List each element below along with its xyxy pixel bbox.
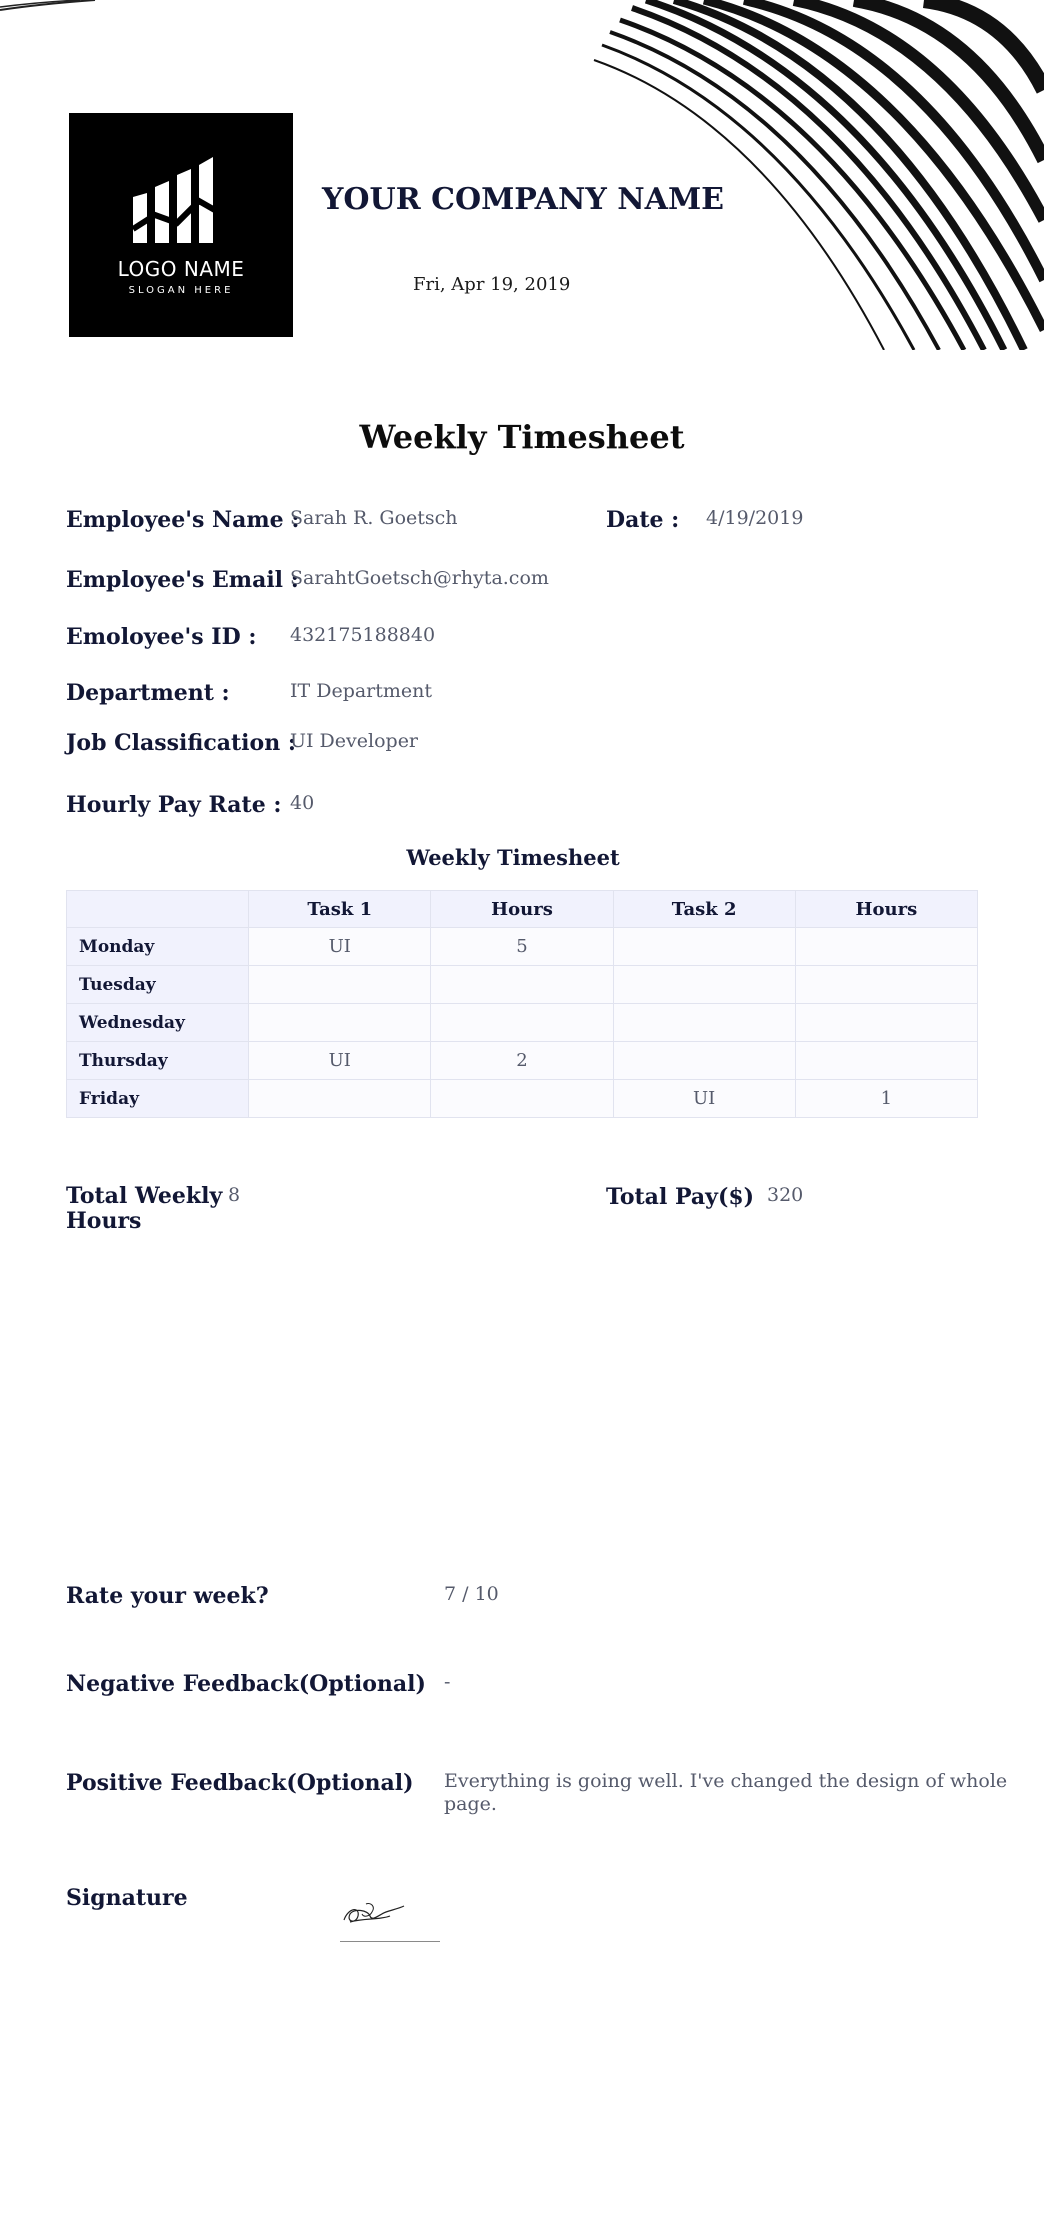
bar-chart-logo-icon (133, 157, 229, 243)
hours1-cell: 2 (431, 1042, 613, 1080)
table-header: Hours (431, 891, 613, 928)
total-weekly-hours-label-line1: Total Weekly (66, 1183, 223, 1209)
job-classification-value: UI Developer (290, 730, 419, 752)
employee-id-value: 432175188840 (290, 624, 436, 646)
day-cell: Wednesday (67, 1004, 249, 1042)
employee-name-label: Employee's Name : (66, 507, 300, 533)
hours2-cell (795, 966, 977, 1004)
signature-label: Signature (66, 1885, 188, 1911)
corner-decoration-left (0, 0, 110, 12)
hours1-cell (431, 966, 613, 1004)
negative-feedback-label: Negative Feedback(Optional) (66, 1671, 426, 1697)
task2-cell (613, 966, 795, 1004)
task2-cell (613, 1042, 795, 1080)
employee-email-value: SarahtGoetsch@rhyta.com (290, 567, 549, 589)
task1-cell (249, 966, 431, 1004)
task1-cell (249, 1080, 431, 1118)
table-row (67, 928, 978, 966)
hours2-cell (795, 928, 977, 966)
hours2-cell (795, 1042, 977, 1080)
hours2-cell (795, 1004, 977, 1042)
total-pay-value: 320 (767, 1184, 804, 1206)
hours1-cell (431, 1004, 613, 1042)
task2-cell: UI (613, 1080, 795, 1118)
header-date: Fri, Apr 19, 2019 (413, 274, 571, 295)
hourly-rate-label: Hourly Pay Rate : (66, 792, 282, 818)
total-weekly-hours-value: 8 (228, 1184, 241, 1206)
positive-feedback-line2: page. (444, 1793, 497, 1815)
signature-line (340, 1941, 440, 1942)
company-name: YOUR COMPANY NAME (322, 182, 725, 217)
employee-id-label: Emoloyee's ID : (66, 624, 257, 650)
corner-decoration-right (584, 0, 1044, 350)
total-pay-label: Total Pay($) (606, 1184, 755, 1210)
day-cell: Monday (67, 928, 249, 966)
table-header: Task 2 (613, 891, 795, 928)
hours1-cell (431, 1080, 613, 1118)
department-label: Department : (66, 680, 230, 706)
positive-feedback-line1: Everything is going well. I've changed the design of whole (444, 1770, 1008, 1792)
task2-cell (613, 1004, 795, 1042)
logo-name: LOGO NAME (117, 257, 245, 281)
table-header: Hours (795, 891, 977, 928)
job-classification-label: Job Classification : (66, 730, 296, 756)
rate-week-label: Rate your week? (66, 1583, 269, 1609)
department-value: IT Department (290, 680, 433, 702)
positive-feedback-label: Positive Feedback(Optional) (66, 1770, 414, 1796)
negative-feedback-value: - (444, 1671, 451, 1693)
task1-cell (249, 1004, 431, 1042)
table-row (67, 1004, 978, 1042)
day-cell: Friday (67, 1080, 249, 1118)
timesheet-table (66, 890, 978, 1118)
task1-cell: UI (249, 928, 431, 966)
page-title: Weekly Timesheet (359, 418, 685, 456)
total-weekly-hours-label-line2: Hours (66, 1208, 142, 1234)
timesheet-table-title: Weekly Timesheet (406, 845, 620, 870)
hours1-cell: 5 (431, 928, 613, 966)
company-logo (69, 113, 293, 337)
table-header-row (67, 891, 978, 928)
hourly-rate-value: 40 (290, 792, 315, 814)
table-row (67, 966, 978, 1004)
task1-cell: UI (249, 1042, 431, 1080)
date-value: 4/19/2019 (706, 507, 804, 529)
table-header (67, 891, 249, 928)
day-cell: Tuesday (67, 966, 249, 1004)
total-weekly-hours-label (66, 1184, 222, 1234)
day-cell: Thursday (67, 1042, 249, 1080)
task2-cell (613, 928, 795, 966)
positive-feedback-value (444, 1770, 1007, 1816)
table-row (67, 1042, 978, 1080)
hours2-cell: 1 (795, 1080, 977, 1118)
table-row (67, 1080, 978, 1118)
employee-email-label: Employee's Email : (66, 567, 299, 593)
signature-image (340, 1898, 410, 1932)
date-label: Date : (606, 507, 680, 533)
logo-slogan: SLOGAN HERE (128, 285, 234, 296)
table-header: Task 1 (249, 891, 431, 928)
employee-name-value: Sarah R. Goetsch (290, 507, 458, 529)
rate-week-value: 7 / 10 (444, 1583, 499, 1605)
